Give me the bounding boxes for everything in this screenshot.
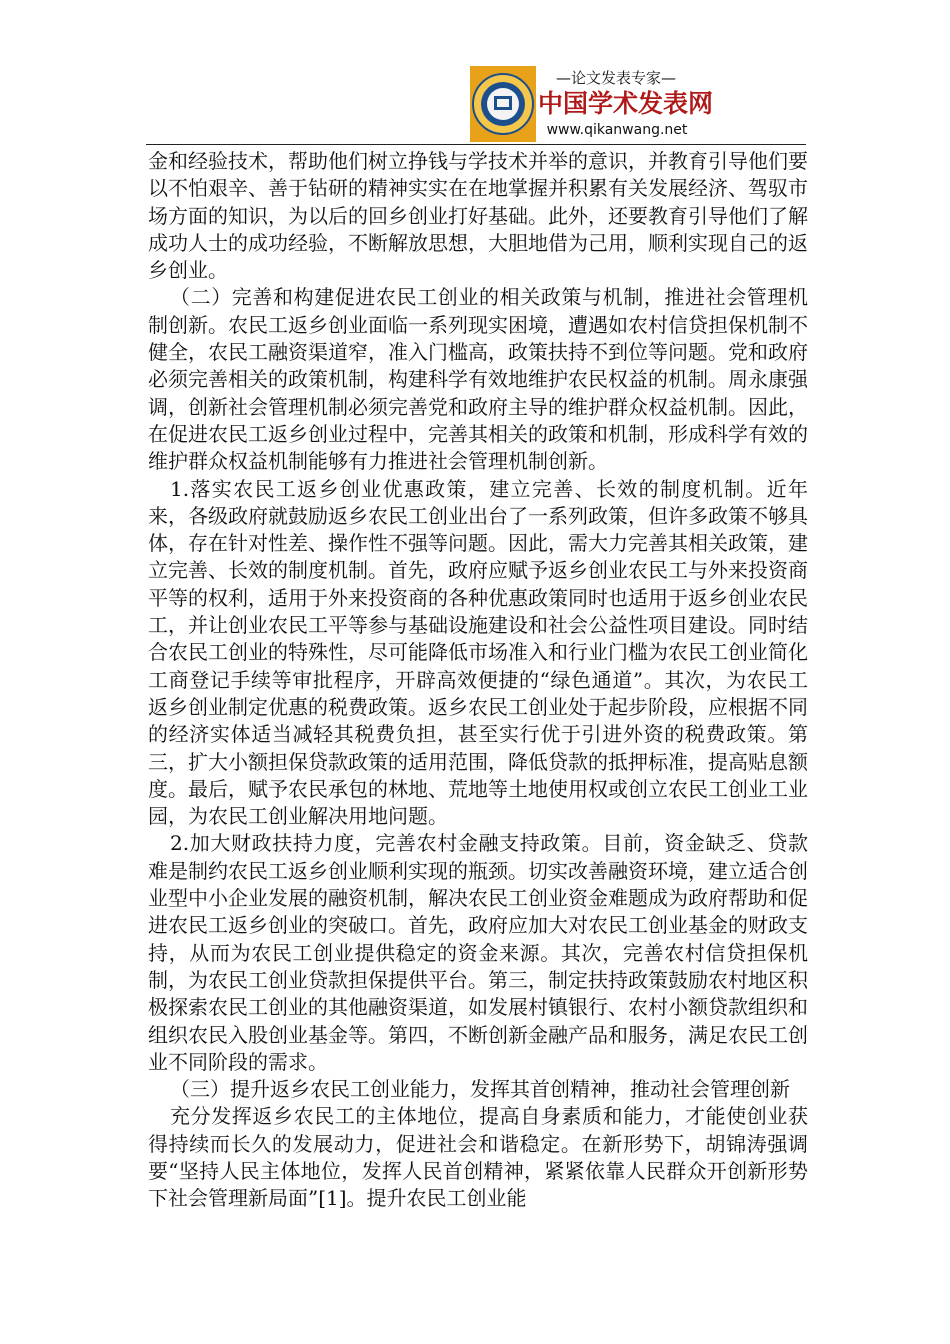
paragraph-6: 充分发挥返乡农民工的主体地位，提高自身素质和能力，才能使创业获得持续而长久的发展动力，促进社会和谐稳定。在新形势下，胡锦涛强调要“坚持人民主体地位，发挥人民首创精神，紧紧依靠人民群众开创新形势下社会管理新局面”[1]。提升农民工创业能 xyxy=(148,1104,808,1211)
paragraph-1: 金和经验技术，帮助他们树立挣钱与学技术并举的意识，并教育引导他们要以不怕艰辛、善于钻研的精神实实在在地掌握并积累有关发展经济、驾驭市场方面的知识，为以后的回乡创业打好基础。此外，还要教育引导他们了解成功人士的成功经验，不断解放思想，大胆地借为己用，顺利实现自己的返乡创业。 xyxy=(148,149,808,283)
paragraph-4: 2.加大财政扶持力度，完善农村金融支持政策。目前，资金缺乏、贷款难是制约农民工返乡创业顺利实现的瓶颈。切实改善融资环境，建立适合创业型中小企业发展的融资机制，解决农民工创业资金难题成为政府帮助和促进农民工返乡创业的突破口。首先，政府应加大对农民工创业基金的财政支持，从而为农民工创业提供稳定的资金来源。其次，完善农村信贷担保机制，为农民工创业贷款担保提供平台。第三，制定扶持政策鼓励农村地区积极探索农民工创业的其他融资渠道，如发展村镇银行、农村小额贷款组织和组织农民入股创业基金等。第四，不断创新金融产品和服务，满足农民工创业不同阶段的需求。 xyxy=(148,831,808,1074)
brand-tagline: —论文发表专家— xyxy=(555,69,676,87)
article-body xyxy=(148,148,808,1213)
paragraph-2: （二）完善和构建促进农民工创业的相关政策与机制，推进社会管理机制创新。农民工返乡创业面临一系列现实困境，遭遇如农村信贷担保机制不健全，农民工融资渠道窄，准入门槛高，政策扶持不到位等问题。党和政府必须完善相关的政策机制，构建科学有效地维护农民权益的机制。周永康强调，创新社会管理机制必须完善党和政府主导的维护群众权益机制。因此，在促进农民工返乡创业过程中，完善其相关的政策和机制，形成科学有效的维护群众权益机制能够有力推进社会管理机制创新。 xyxy=(148,285,808,474)
brand-url[interactable]: www.qikanwang.net xyxy=(546,122,688,138)
paragraph-3: 1.落实农民工返乡创业优惠政策，建立完善、长效的制度机制。近年来，各级政府就鼓励返乡农民工创业出台了一系列政策，但许多政策不够具体，存在针对性差、操作性不强等问题。因此，需大力完善其相关政策，建立完善、长效的制度机制。首先，政府应赋予返乡创业农民工与外来投资商平等的权利，适用于外来投资商的各种优惠政策同时也适用于返乡创业农民工，并让创业农民工平等参与基础设施建设和社会公益性项目建设。同时结合农民工创业的特殊性，尽可能降低市场准入和行业门槛为农民工创业简化工商登记手续等审批程序，开辟高效便捷的“绿色通道”。其次，为农民工返乡创业制定优惠的税费政策。返乡农民工创业处于起步阶段，应根据不同的经济实体适当减轻其税费负担，甚至实行优于引进外资的税费政策。第三，扩大小额担保贷款政策的适用范围，降低贷款的抵押标准，提高贴息额度。最后，赋予农民承包的林地、荒地等土地使用权或创立农民工创业工业园，为农民工创业解决用地问题。 xyxy=(148,476,808,829)
header-divider xyxy=(146,144,806,145)
site-header xyxy=(470,66,714,142)
brand-block xyxy=(538,66,714,142)
section-heading: （三）提升返乡农民工创业能力，发挥其首创精神，推动社会管理创新 xyxy=(170,1077,790,1102)
seal-logo-icon xyxy=(470,66,536,142)
brand-name: 中国学术发表网 xyxy=(538,89,714,118)
